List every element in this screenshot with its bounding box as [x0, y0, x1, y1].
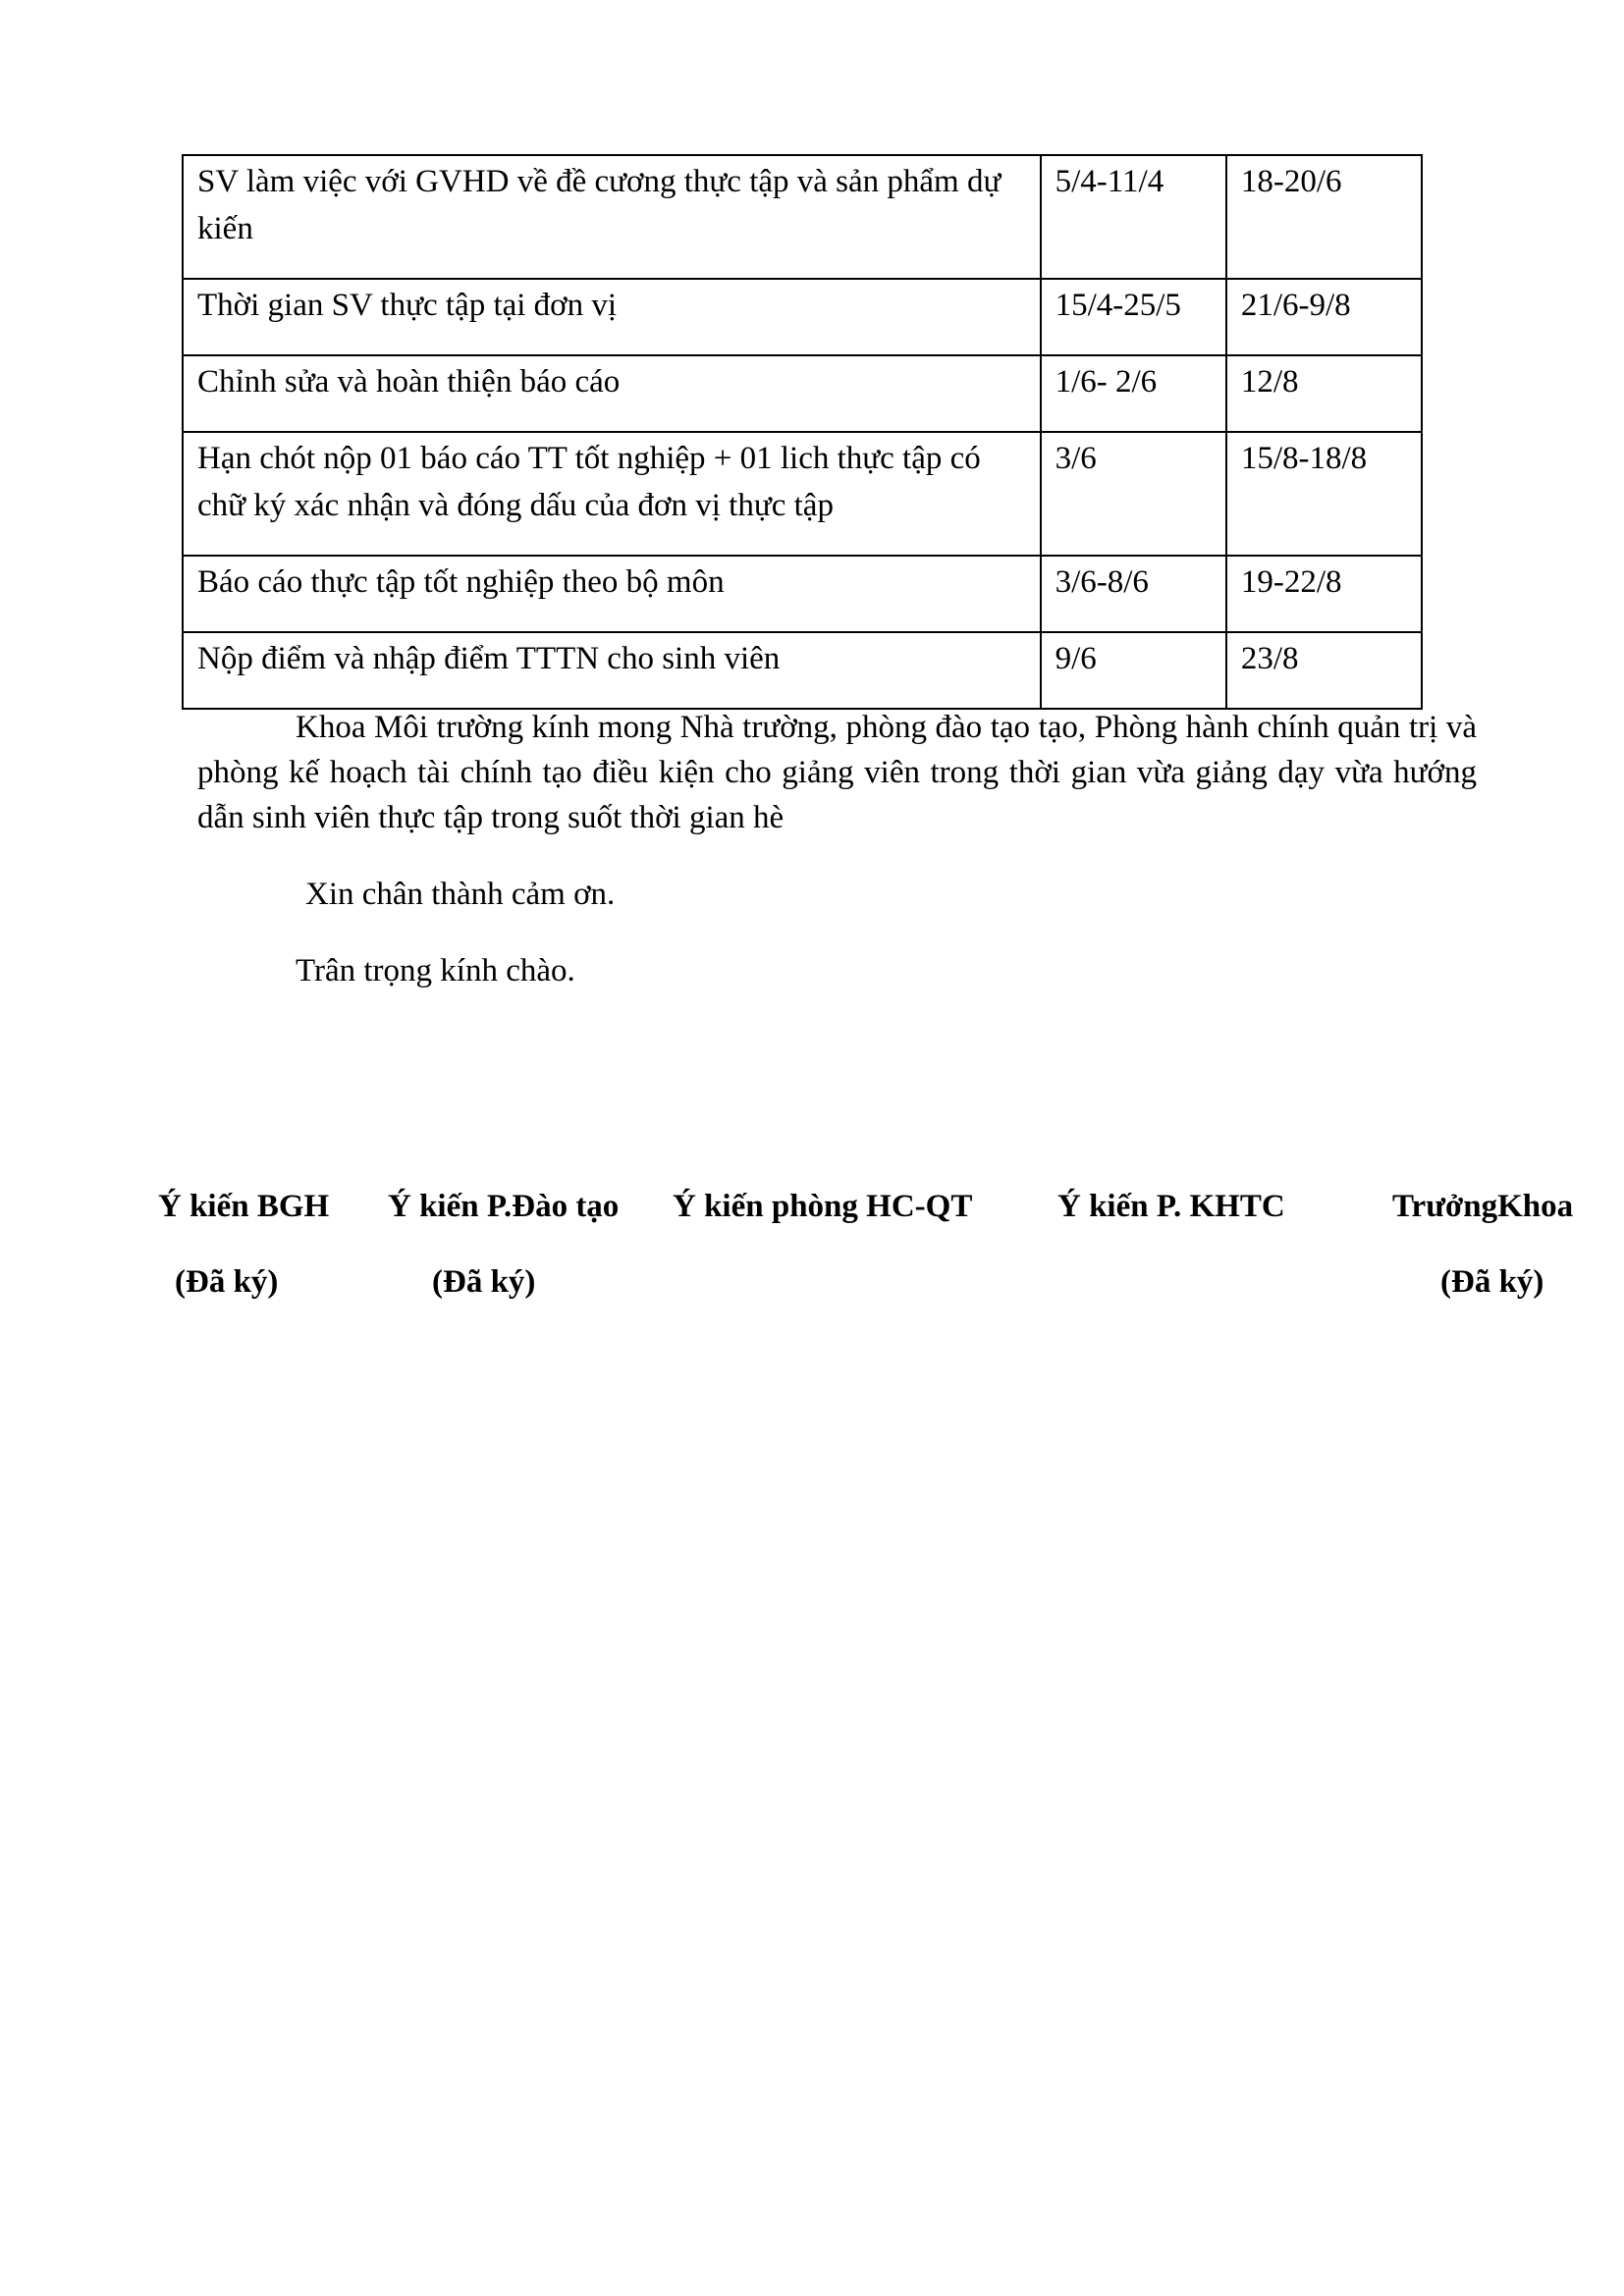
signature-title-bgh: Ý kiến BGH: [158, 1189, 330, 1224]
date-cell: 3/6: [1041, 432, 1226, 556]
date-cell: 21/6-9/8: [1226, 279, 1422, 355]
signature-title-truongkhoa: TrưởngKhoa: [1392, 1189, 1574, 1224]
table-row: [183, 632, 1422, 709]
regards-line: Trân trọng kính chào.: [296, 953, 575, 988]
task-cell: SV làm việc với GVHD về đề cương thực tập và sản phẩm dự kiến: [183, 155, 1041, 279]
date-cell: 9/6: [1041, 632, 1226, 709]
task-cell: Báo cáo thực tập tốt nghiệp theo bộ môn: [183, 556, 1041, 632]
date-cell: 15/4-25/5: [1041, 279, 1226, 355]
table-row: [183, 432, 1422, 556]
table-row: [183, 355, 1422, 432]
date-cell: 15/8-18/8: [1226, 432, 1422, 556]
signature-title-daotao: Ý kiến P.Đào tạo: [388, 1189, 620, 1224]
date-cell: 1/6- 2/6: [1041, 355, 1226, 432]
table-row: [183, 556, 1422, 632]
signature-title-hcqt: Ý kiến phòng HC-QT: [673, 1189, 973, 1224]
signature-status-bgh: (Đã ký): [175, 1264, 279, 1300]
date-cell: 12/8: [1226, 355, 1422, 432]
task-cell: Thời gian SV thực tập tại đơn vị: [183, 279, 1041, 355]
date-cell: 5/4-11/4: [1041, 155, 1226, 279]
table-row: [183, 279, 1422, 355]
request-paragraph: Khoa Môi trường kính mong Nhà trường, phòng đào tạo tạo, Phòng hành chính quản trị và phòng kế hoạch tài chính tạo điều kiện cho giảng viên trong thời gian vừa giảng dạy vừa hướng dẫn sinh viên thực tập trong suốt thời gian hè: [197, 710, 1477, 835]
signature-title-khtc: Ý kiến P. KHTC: [1057, 1189, 1285, 1224]
date-cell: 3/6-8/6: [1041, 556, 1226, 632]
date-cell: 19-22/8: [1226, 556, 1422, 632]
signature-status-daotao: (Đã ký): [432, 1264, 536, 1300]
signature-status-truongkhoa: (Đã ký): [1440, 1264, 1544, 1300]
task-cell: Nộp điểm và nhập điểm TTTN cho sinh viên: [183, 632, 1041, 709]
date-cell: 23/8: [1226, 632, 1422, 709]
thanks-line: Xin chân thành cảm ơn.: [305, 877, 616, 912]
table-row: [183, 155, 1422, 279]
task-cell: Chỉnh sửa và hoàn thiện báo cáo: [183, 355, 1041, 432]
task-cell: Hạn chót nộp 01 báo cáo TT tốt nghiệp + 01 lich thực tập có chữ ký xác nhận và đóng dấu của đơn vị thực tập: [183, 432, 1041, 556]
date-cell: 18-20/6: [1226, 155, 1422, 279]
schedule-table: [182, 154, 1423, 710]
